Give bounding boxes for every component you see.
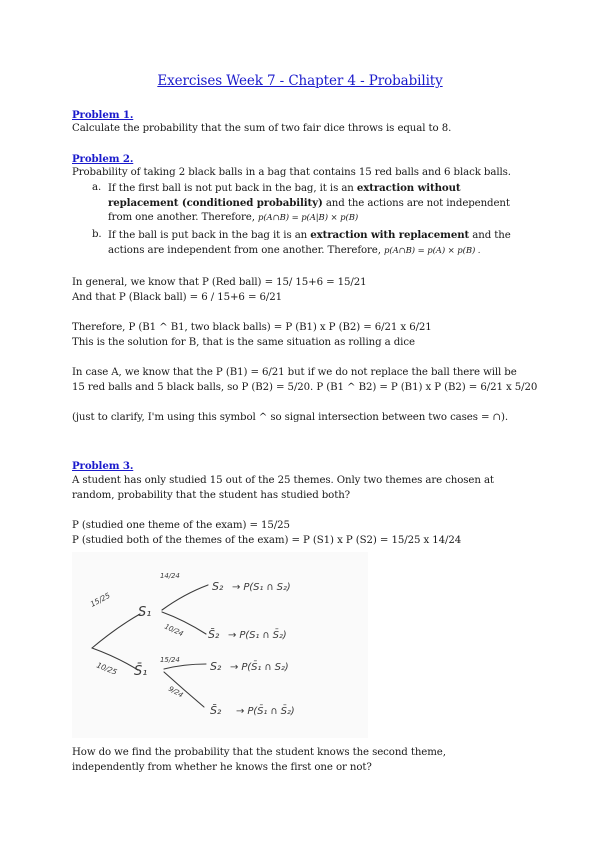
list-marker-b: b. [92,229,102,240]
tree-label-15-24: 15/24 [160,656,180,664]
problem-3-line-4: P (studied both of the themes of the exam) = P (S1) x P (S2) = 15/25 x 14/24 [72,535,462,546]
item-a-line-1: If the first ball is not put back in the bag, it is an extraction without [108,182,461,194]
item-a-line-2: replacement (conditioned probability) and the actions are not independent [108,197,510,209]
tree-branch-s1bar-s2 [164,664,206,669]
list-marker-a: a. [92,182,102,193]
problem-3-line-1: A student has only studied 15 out of the 25 themes. Only two themes are chosen at [72,475,494,486]
tree-label-14-24: 14/24 [160,572,180,580]
tree-node-s1: S₁ [138,605,152,620]
tree-node-s1bar: S̄₁ [134,664,148,679]
tree-label-10-24: 10/24 [163,622,185,639]
general-line-2: And that P (Black ball) = 6 / 15+6 = 6/21 [72,292,283,303]
case-a-line-2: 15 red balls and 5 black balls, so P (B2) = 5/20. P (B1 ^ B2) = P (B1) x P (B2) = 6/21 x 5/20 [72,382,538,393]
tree-leaf-4-node: S̄₂ [210,704,222,717]
question-line-1: How do we find the probability that the student knows the second theme, [72,747,446,758]
tree-outcome-3: → P(S̄₁ ∩ S₂) [230,662,289,673]
problem-3-heading: Problem 3. [72,460,134,472]
tree-outcome-1: → P(S₁ ∩ S₂) [232,582,291,593]
tree-leaf-1-node: S₂ [212,580,224,593]
problem-3-line-3: P (studied one theme of the exam) = 15/25 [72,520,290,531]
problem-1-heading: Problem 1. [72,109,134,121]
item-a-line-3: from one another. Therefore, p(A∩B) = p(A|B) × p(B) [108,212,359,223]
probability-tree-figure [72,552,368,738]
general-line-1: In general, we know that P (Red ball) = 15/ 15+6 = 15/21 [72,277,367,288]
therefore-line-2: This is the solution for B, that is the same situation as rolling a dice [72,337,415,348]
problem-1-text: Calculate the probability that the sum of two fair dice throws is equal to 8. [72,123,452,134]
tree-leaf-2-node: S̄₂ [208,628,220,641]
case-a-line-1: In case A, we know that the P (B1) = 6/21 but if we do not replace the ball there will be [72,367,517,378]
therefore-line-1: Therefore, P (B1 ^ B1, two black balls) = P (B1) x P (B2) = 6/21 x 6/21 [72,322,432,333]
tree-outcome-2: → P(S₁ ∩ S̄₂) [228,630,287,641]
probability-tree [72,552,368,738]
item-b-line-1: If the ball is put back in the bag it is an extraction with replacement and the [108,229,511,241]
problem-2-intro: Probability of taking 2 black balls in a bag that contains 15 red balls and 6 black balls. [72,167,511,178]
tree-outcome-4: → P(S̄₁ ∩ S̄₂) [236,706,295,717]
question-line-2: independently from whether he knows the first one or not? [72,762,372,773]
tree-label-10-25: 10/25 [95,660,119,677]
page-title: Exercises Week 7 - Chapter 4 - Probability [157,73,443,89]
tree-branch-s1 [92,614,140,648]
tree-label-15-25: 15/25 [88,590,112,609]
tree-leaf-3-node: S₂ [210,660,222,673]
problem-3-line-2: random, probability that the student has studied both? [72,490,351,501]
formula-b: p(A∩B) = p(A) × p(B) . [384,246,481,256]
clarify-note: (just to clarify, I'm using this symbol ^ so signal intersection between two cases = ∩). [72,412,509,423]
tree-label-9-24: 9/24 [167,684,185,700]
tree-branch-s1-s2 [162,585,208,610]
item-b-line-2: actions are independent from one another. Therefore, p(A∩B) = p(A) × p(B) . [108,245,481,256]
problem-2-heading: Problem 2. [72,153,134,165]
formula-a: p(A∩B) = p(A|B) × p(B) [257,213,359,223]
